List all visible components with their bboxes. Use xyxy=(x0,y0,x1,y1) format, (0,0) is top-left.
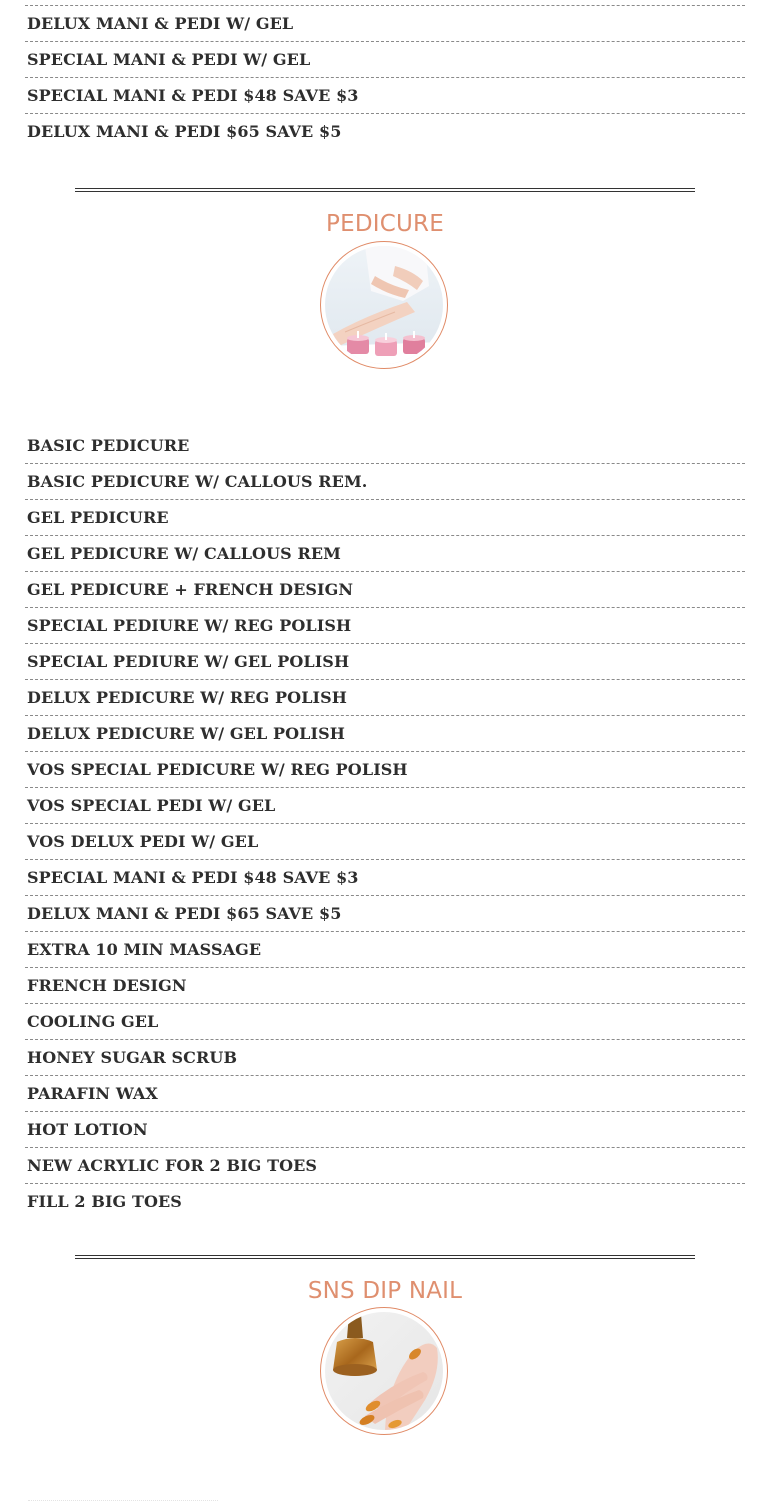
list-item: HOT LOTION xyxy=(25,1112,745,1148)
list-item: HONEY SUGAR SCRUB xyxy=(25,1040,745,1076)
list-item: SPECIAL PEDIURE W/ GEL POLISH xyxy=(25,644,745,680)
pedicure-service-list xyxy=(25,428,745,1220)
list-item: SPECIAL MANI & PEDI $48 SAVE $3 xyxy=(25,78,745,114)
section-divider xyxy=(75,188,695,192)
list-item: VOS SPECIAL PEDICURE W/ REG POLISH xyxy=(25,752,745,788)
list-item: GEL PEDICURE xyxy=(25,500,745,536)
mani-pedi-combo-list xyxy=(25,5,745,150)
nail-polish-photo-icon xyxy=(320,1307,448,1435)
list-item: SPECIAL PEDIURE W/ REG POLISH xyxy=(25,608,745,644)
sns-dip-nail-section-title: SNS DIP NAIL xyxy=(307,1278,463,1304)
list-item: FILL 2 BIG TOES xyxy=(27,1192,182,1211)
list-item: FRENCH DESIGN xyxy=(25,968,745,1004)
list-item: COOLING GEL xyxy=(25,1004,745,1040)
foot-massage-photo-icon xyxy=(320,241,448,369)
list-item: DELUX MANI & PEDI $65 SAVE $5 xyxy=(25,896,745,932)
list-item: DELUX PEDICURE W/ REG POLISH xyxy=(25,680,745,716)
list-item: DELUX MANI & PEDI W/ GEL xyxy=(25,6,745,42)
foot-massage-illustration xyxy=(325,246,443,364)
list-item: DELUX PEDICURE W/ GEL POLISH xyxy=(25,716,745,752)
list-item: BASIC PEDICURE xyxy=(25,428,745,464)
faint-divider xyxy=(28,1500,218,1505)
list-item: DELUX MANI & PEDI $65 SAVE $5 xyxy=(27,122,342,141)
list-item: BASIC PEDICURE W/ CALLOUS REM. xyxy=(25,464,745,500)
section-divider xyxy=(75,1255,695,1259)
list-item: SPECIAL MANI & PEDI W/ GEL xyxy=(25,42,745,78)
list-item: GEL PEDICURE W/ CALLOUS REM xyxy=(25,536,745,572)
list-item: SPECIAL MANI & PEDI $48 SAVE $3 xyxy=(25,860,745,896)
list-item: EXTRA 10 MIN MASSAGE xyxy=(25,932,745,968)
list-item: GEL PEDICURE + FRENCH DESIGN xyxy=(25,572,745,608)
list-item: VOS DELUX PEDI W/ GEL xyxy=(25,824,745,860)
list-item: PARAFIN WAX xyxy=(25,1076,745,1112)
list-item: NEW ACRYLIC FOR 2 BIG TOES xyxy=(25,1148,745,1184)
pedicure-section-title: PEDICURE xyxy=(326,211,444,237)
nail-polish-illustration xyxy=(325,1312,443,1430)
list-item: VOS SPECIAL PEDI W/ GEL xyxy=(25,788,745,824)
